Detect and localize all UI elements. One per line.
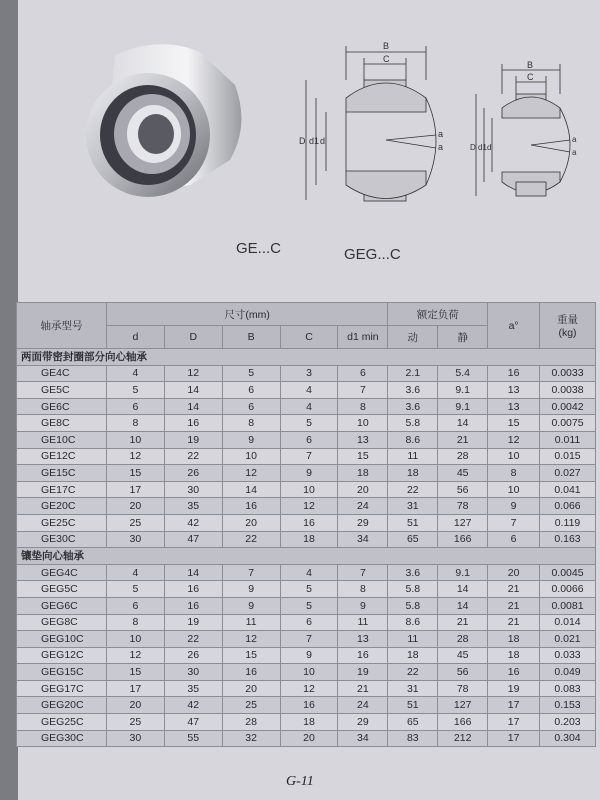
value-cell: 10: [338, 415, 388, 432]
table-row: [17, 664, 596, 681]
value-cell: 0.0038: [540, 382, 596, 399]
value-cell: 8: [106, 614, 164, 631]
table-row: [17, 581, 596, 598]
model-cell: GEG30C: [17, 730, 107, 747]
value-cell: 15: [338, 448, 388, 465]
model-cell: GE6C: [17, 398, 107, 415]
value-cell: 42: [164, 697, 222, 714]
table-row: [17, 614, 596, 631]
value-cell: 5.8: [388, 415, 438, 432]
table-row: [17, 730, 596, 747]
value-cell: 16: [488, 365, 540, 382]
value-cell: 78: [438, 680, 488, 697]
header-d: d: [106, 326, 164, 349]
value-cell: 6: [106, 398, 164, 415]
model-cell: GEG20C: [17, 697, 107, 714]
table-row: [17, 631, 596, 648]
model-cell: GEG25C: [17, 714, 107, 731]
value-cell: 15: [106, 465, 164, 482]
table-row: [17, 564, 596, 581]
value-cell: 10: [488, 448, 540, 465]
value-cell: 16: [280, 514, 338, 531]
value-cell: 13: [488, 398, 540, 415]
table-body: [17, 349, 596, 747]
value-cell: 22: [388, 481, 438, 498]
value-cell: 6: [280, 431, 338, 448]
value-cell: 16: [222, 498, 280, 515]
value-cell: 0.033: [540, 647, 596, 664]
value-cell: 12: [222, 465, 280, 482]
header-D: D: [164, 326, 222, 349]
model-cell: GE30C: [17, 531, 107, 548]
value-cell: 18: [280, 714, 338, 731]
model-cell: GE20C: [17, 498, 107, 515]
value-cell: 0.066: [540, 498, 596, 515]
value-cell: 35: [164, 680, 222, 697]
geg-section-diagram: [470, 60, 595, 220]
page-number: G-11: [286, 774, 314, 789]
value-cell: 11: [338, 614, 388, 631]
value-cell: 16: [280, 697, 338, 714]
table-row: [17, 481, 596, 498]
value-cell: 212: [438, 730, 488, 747]
model-cell: GEG12C: [17, 647, 107, 664]
value-cell: 34: [338, 730, 388, 747]
value-cell: 6: [222, 382, 280, 399]
value-cell: 32: [222, 730, 280, 747]
value-cell: 12: [488, 431, 540, 448]
value-cell: 0.011: [540, 431, 596, 448]
value-cell: 21: [488, 581, 540, 598]
value-cell: 22: [164, 631, 222, 648]
value-cell: 10: [106, 431, 164, 448]
value-cell: 65: [388, 531, 438, 548]
value-cell: 47: [164, 531, 222, 548]
value-cell: 45: [438, 647, 488, 664]
value-cell: 10: [106, 631, 164, 648]
value-cell: 35: [164, 498, 222, 515]
value-cell: 13: [338, 631, 388, 648]
value-cell: 28: [222, 714, 280, 731]
value-cell: 20: [222, 514, 280, 531]
value-cell: 7: [488, 514, 540, 531]
value-cell: 18: [488, 647, 540, 664]
table-row: [17, 514, 596, 531]
value-cell: 0.304: [540, 730, 596, 747]
value-cell: 9.1: [438, 398, 488, 415]
header-B: B: [222, 326, 280, 349]
value-cell: 22: [164, 448, 222, 465]
diagram2-label-C: C: [527, 72, 534, 82]
value-cell: 127: [438, 697, 488, 714]
value-cell: 20: [338, 481, 388, 498]
table-row: [17, 680, 596, 697]
value-cell: 25: [222, 697, 280, 714]
value-cell: 11: [222, 614, 280, 631]
value-cell: 9: [280, 465, 338, 482]
model-cell: GE17C: [17, 481, 107, 498]
value-cell: 17: [488, 730, 540, 747]
section-title: 镶垫向心轴承: [17, 548, 596, 565]
model-cell: GEG10C: [17, 631, 107, 648]
value-cell: 18: [280, 531, 338, 548]
value-cell: 10: [488, 481, 540, 498]
value-cell: 5: [222, 365, 280, 382]
value-cell: 83: [388, 730, 438, 747]
value-cell: 0.015: [540, 448, 596, 465]
value-cell: 21: [488, 597, 540, 614]
value-cell: 9: [280, 647, 338, 664]
value-cell: 22: [222, 531, 280, 548]
header-C: C: [280, 326, 338, 349]
header-dynamic: 动: [388, 326, 438, 349]
section-header: [17, 548, 596, 565]
value-cell: 0.0081: [540, 597, 596, 614]
value-cell: 31: [388, 498, 438, 515]
table-row: [17, 714, 596, 731]
value-cell: 3.6: [388, 564, 438, 581]
diagram2-label-a2: a: [572, 148, 577, 157]
value-cell: 29: [338, 714, 388, 731]
model-cell: GE4C: [17, 365, 107, 382]
value-cell: 51: [388, 697, 438, 714]
value-cell: 0.0045: [540, 564, 596, 581]
value-cell: 30: [164, 481, 222, 498]
ge-caption: GE...C: [236, 240, 282, 257]
value-cell: 8: [338, 581, 388, 598]
table-row: [17, 365, 596, 382]
value-cell: 12: [106, 448, 164, 465]
value-cell: 21: [488, 614, 540, 631]
header-weight-label: 重量: [557, 314, 579, 326]
value-cell: 0.0033: [540, 365, 596, 382]
value-cell: 4: [106, 564, 164, 581]
table-row: [17, 448, 596, 465]
value-cell: 0.021: [540, 631, 596, 648]
value-cell: 7: [280, 631, 338, 648]
value-cell: 14: [164, 398, 222, 415]
value-cell: 0.027: [540, 465, 596, 482]
value-cell: 17: [106, 481, 164, 498]
model-cell: GEG4C: [17, 564, 107, 581]
table-row: [17, 697, 596, 714]
value-cell: 25: [106, 514, 164, 531]
value-cell: 21: [438, 431, 488, 448]
value-cell: 10: [280, 481, 338, 498]
value-cell: 0.083: [540, 680, 596, 697]
diagram-label-d1: d1: [309, 136, 320, 146]
table-row: [17, 415, 596, 432]
value-cell: 20: [280, 730, 338, 747]
model-cell: GE10C: [17, 431, 107, 448]
table-row: [17, 431, 596, 448]
value-cell: 16: [164, 597, 222, 614]
value-cell: 24: [338, 697, 388, 714]
table-row: [17, 531, 596, 548]
value-cell: 8: [106, 415, 164, 432]
value-cell: 17: [488, 697, 540, 714]
value-cell: 6: [280, 614, 338, 631]
value-cell: 31: [388, 680, 438, 697]
value-cell: 22: [388, 664, 438, 681]
value-cell: 0.0075: [540, 415, 596, 432]
value-cell: 45: [438, 465, 488, 482]
model-cell: GE12C: [17, 448, 107, 465]
header-weight: [540, 303, 596, 349]
value-cell: 24: [338, 498, 388, 515]
table-row: [17, 382, 596, 399]
value-cell: 29: [338, 514, 388, 531]
value-cell: 30: [106, 531, 164, 548]
value-cell: 2.1: [388, 365, 438, 382]
value-cell: 127: [438, 514, 488, 531]
value-cell: 8.6: [388, 431, 438, 448]
value-cell: 15: [488, 415, 540, 432]
model-cell: GEG6C: [17, 597, 107, 614]
header-model: 轴承型号: [17, 303, 107, 349]
value-cell: 8: [338, 398, 388, 415]
value-cell: 166: [438, 714, 488, 731]
diagram2-label-D: D: [470, 143, 476, 152]
value-cell: 47: [164, 714, 222, 731]
value-cell: 0.041: [540, 481, 596, 498]
value-cell: 12: [106, 647, 164, 664]
value-cell: 65: [388, 714, 438, 731]
value-cell: 0.014: [540, 614, 596, 631]
value-cell: 0.203: [540, 714, 596, 731]
value-cell: 21: [438, 614, 488, 631]
bearing-photo: [70, 30, 250, 200]
value-cell: 9.1: [438, 382, 488, 399]
value-cell: 7: [338, 382, 388, 399]
value-cell: 78: [438, 498, 488, 515]
value-cell: 15: [106, 664, 164, 681]
value-cell: 8.6: [388, 614, 438, 631]
value-cell: 14: [438, 415, 488, 432]
value-cell: 4: [280, 564, 338, 581]
value-cell: 16: [222, 664, 280, 681]
value-cell: 56: [438, 481, 488, 498]
value-cell: 0.163: [540, 531, 596, 548]
ge-section-diagram: [286, 40, 456, 215]
value-cell: 9: [222, 431, 280, 448]
value-cell: 18: [488, 631, 540, 648]
value-cell: 18: [388, 465, 438, 482]
table-row: [17, 465, 596, 482]
diagram-label-C: C: [383, 54, 390, 64]
value-cell: 16: [488, 664, 540, 681]
value-cell: 14: [438, 581, 488, 598]
value-cell: 56: [438, 664, 488, 681]
value-cell: 6: [222, 398, 280, 415]
value-cell: 12: [164, 365, 222, 382]
value-cell: 20: [222, 680, 280, 697]
value-cell: 19: [488, 680, 540, 697]
value-cell: 30: [106, 730, 164, 747]
value-cell: 26: [164, 647, 222, 664]
value-cell: 7: [280, 448, 338, 465]
value-cell: 12: [280, 498, 338, 515]
value-cell: 13: [338, 431, 388, 448]
diagram-label-a1: a: [438, 129, 444, 139]
model-cell: GE25C: [17, 514, 107, 531]
value-cell: 28: [438, 631, 488, 648]
header-dimensions: 尺寸(mm): [106, 303, 387, 326]
value-cell: 19: [164, 431, 222, 448]
diagram2-label-d1: d1: [478, 143, 487, 152]
section-title: 两面带密封圈部分向心轴承: [17, 349, 596, 366]
value-cell: 166: [438, 531, 488, 548]
table-row: [17, 647, 596, 664]
value-cell: 21: [338, 680, 388, 697]
value-cell: 15: [222, 647, 280, 664]
diagram2-label-d: d: [487, 143, 492, 152]
value-cell: 28: [438, 448, 488, 465]
value-cell: 11: [388, 631, 438, 648]
header-static: 静: [438, 326, 488, 349]
value-cell: 5: [280, 581, 338, 598]
value-cell: 7: [222, 564, 280, 581]
value-cell: 16: [164, 581, 222, 598]
value-cell: 19: [164, 614, 222, 631]
value-cell: 18: [388, 647, 438, 664]
model-cell: GEG5C: [17, 581, 107, 598]
value-cell: 42: [164, 514, 222, 531]
value-cell: 5.8: [388, 597, 438, 614]
value-cell: 3.6: [388, 382, 438, 399]
diagram2-label-a1: a: [572, 135, 577, 144]
bearing-spec-table: [16, 302, 596, 747]
value-cell: 19: [338, 664, 388, 681]
model-cell: GEG15C: [17, 664, 107, 681]
value-cell: 4: [280, 398, 338, 415]
header-load: 额定负荷: [388, 303, 488, 326]
value-cell: 8: [222, 415, 280, 432]
diagram-label-a2: a: [438, 142, 444, 152]
header-angle: a°: [488, 303, 540, 349]
value-cell: 3: [280, 365, 338, 382]
value-cell: 16: [164, 415, 222, 432]
value-cell: 0.119: [540, 514, 596, 531]
header-weight-unit: (kg): [558, 327, 577, 339]
value-cell: 5.8: [388, 581, 438, 598]
value-cell: 5: [106, 382, 164, 399]
value-cell: 4: [280, 382, 338, 399]
value-cell: 9: [488, 498, 540, 515]
value-cell: 14: [222, 481, 280, 498]
value-cell: 3.6: [388, 398, 438, 415]
value-cell: 4: [106, 365, 164, 382]
value-cell: 9: [222, 581, 280, 598]
table-row: [17, 498, 596, 515]
value-cell: 14: [164, 382, 222, 399]
value-cell: 13: [488, 382, 540, 399]
value-cell: 10: [222, 448, 280, 465]
diagram-label-d: d: [320, 136, 326, 146]
value-cell: 34: [338, 531, 388, 548]
value-cell: 17: [488, 714, 540, 731]
value-cell: 6: [106, 597, 164, 614]
header-d1min: d1 min: [338, 326, 388, 349]
geg-caption: GEG...C: [344, 246, 401, 263]
value-cell: 5: [280, 597, 338, 614]
model-cell: GE5C: [17, 382, 107, 399]
value-cell: 26: [164, 465, 222, 482]
value-cell: 55: [164, 730, 222, 747]
value-cell: 20: [106, 697, 164, 714]
diagram-label-D: D: [299, 136, 306, 146]
value-cell: 0.153: [540, 697, 596, 714]
value-cell: 10: [280, 664, 338, 681]
value-cell: 20: [488, 564, 540, 581]
value-cell: 9.1: [438, 564, 488, 581]
value-cell: 5.4: [438, 365, 488, 382]
value-cell: 16: [338, 647, 388, 664]
value-cell: 9: [222, 597, 280, 614]
diagram2-label-B: B: [527, 60, 534, 70]
value-cell: 11: [388, 448, 438, 465]
value-cell: 6: [488, 531, 540, 548]
value-cell: 0.0042: [540, 398, 596, 415]
value-cell: 7: [338, 564, 388, 581]
value-cell: 14: [438, 597, 488, 614]
value-cell: 51: [388, 514, 438, 531]
value-cell: 12: [222, 631, 280, 648]
section-header: [17, 349, 596, 366]
value-cell: 8: [488, 465, 540, 482]
value-cell: 6: [338, 365, 388, 382]
diagram-label-B: B: [383, 41, 390, 51]
model-cell: GE15C: [17, 465, 107, 482]
value-cell: 17: [106, 680, 164, 697]
table-row: [17, 597, 596, 614]
value-cell: 18: [338, 465, 388, 482]
model-cell: GEG8C: [17, 614, 107, 631]
value-cell: 0.049: [540, 664, 596, 681]
table-row: [17, 398, 596, 415]
value-cell: 12: [280, 680, 338, 697]
value-cell: 9: [338, 597, 388, 614]
value-cell: 5: [106, 581, 164, 598]
value-cell: 25: [106, 714, 164, 731]
value-cell: 5: [280, 415, 338, 432]
value-cell: 20: [106, 498, 164, 515]
model-cell: GE8C: [17, 415, 107, 432]
value-cell: 30: [164, 664, 222, 681]
model-cell: GEG17C: [17, 680, 107, 697]
value-cell: 14: [164, 564, 222, 581]
value-cell: 0.0066: [540, 581, 596, 598]
